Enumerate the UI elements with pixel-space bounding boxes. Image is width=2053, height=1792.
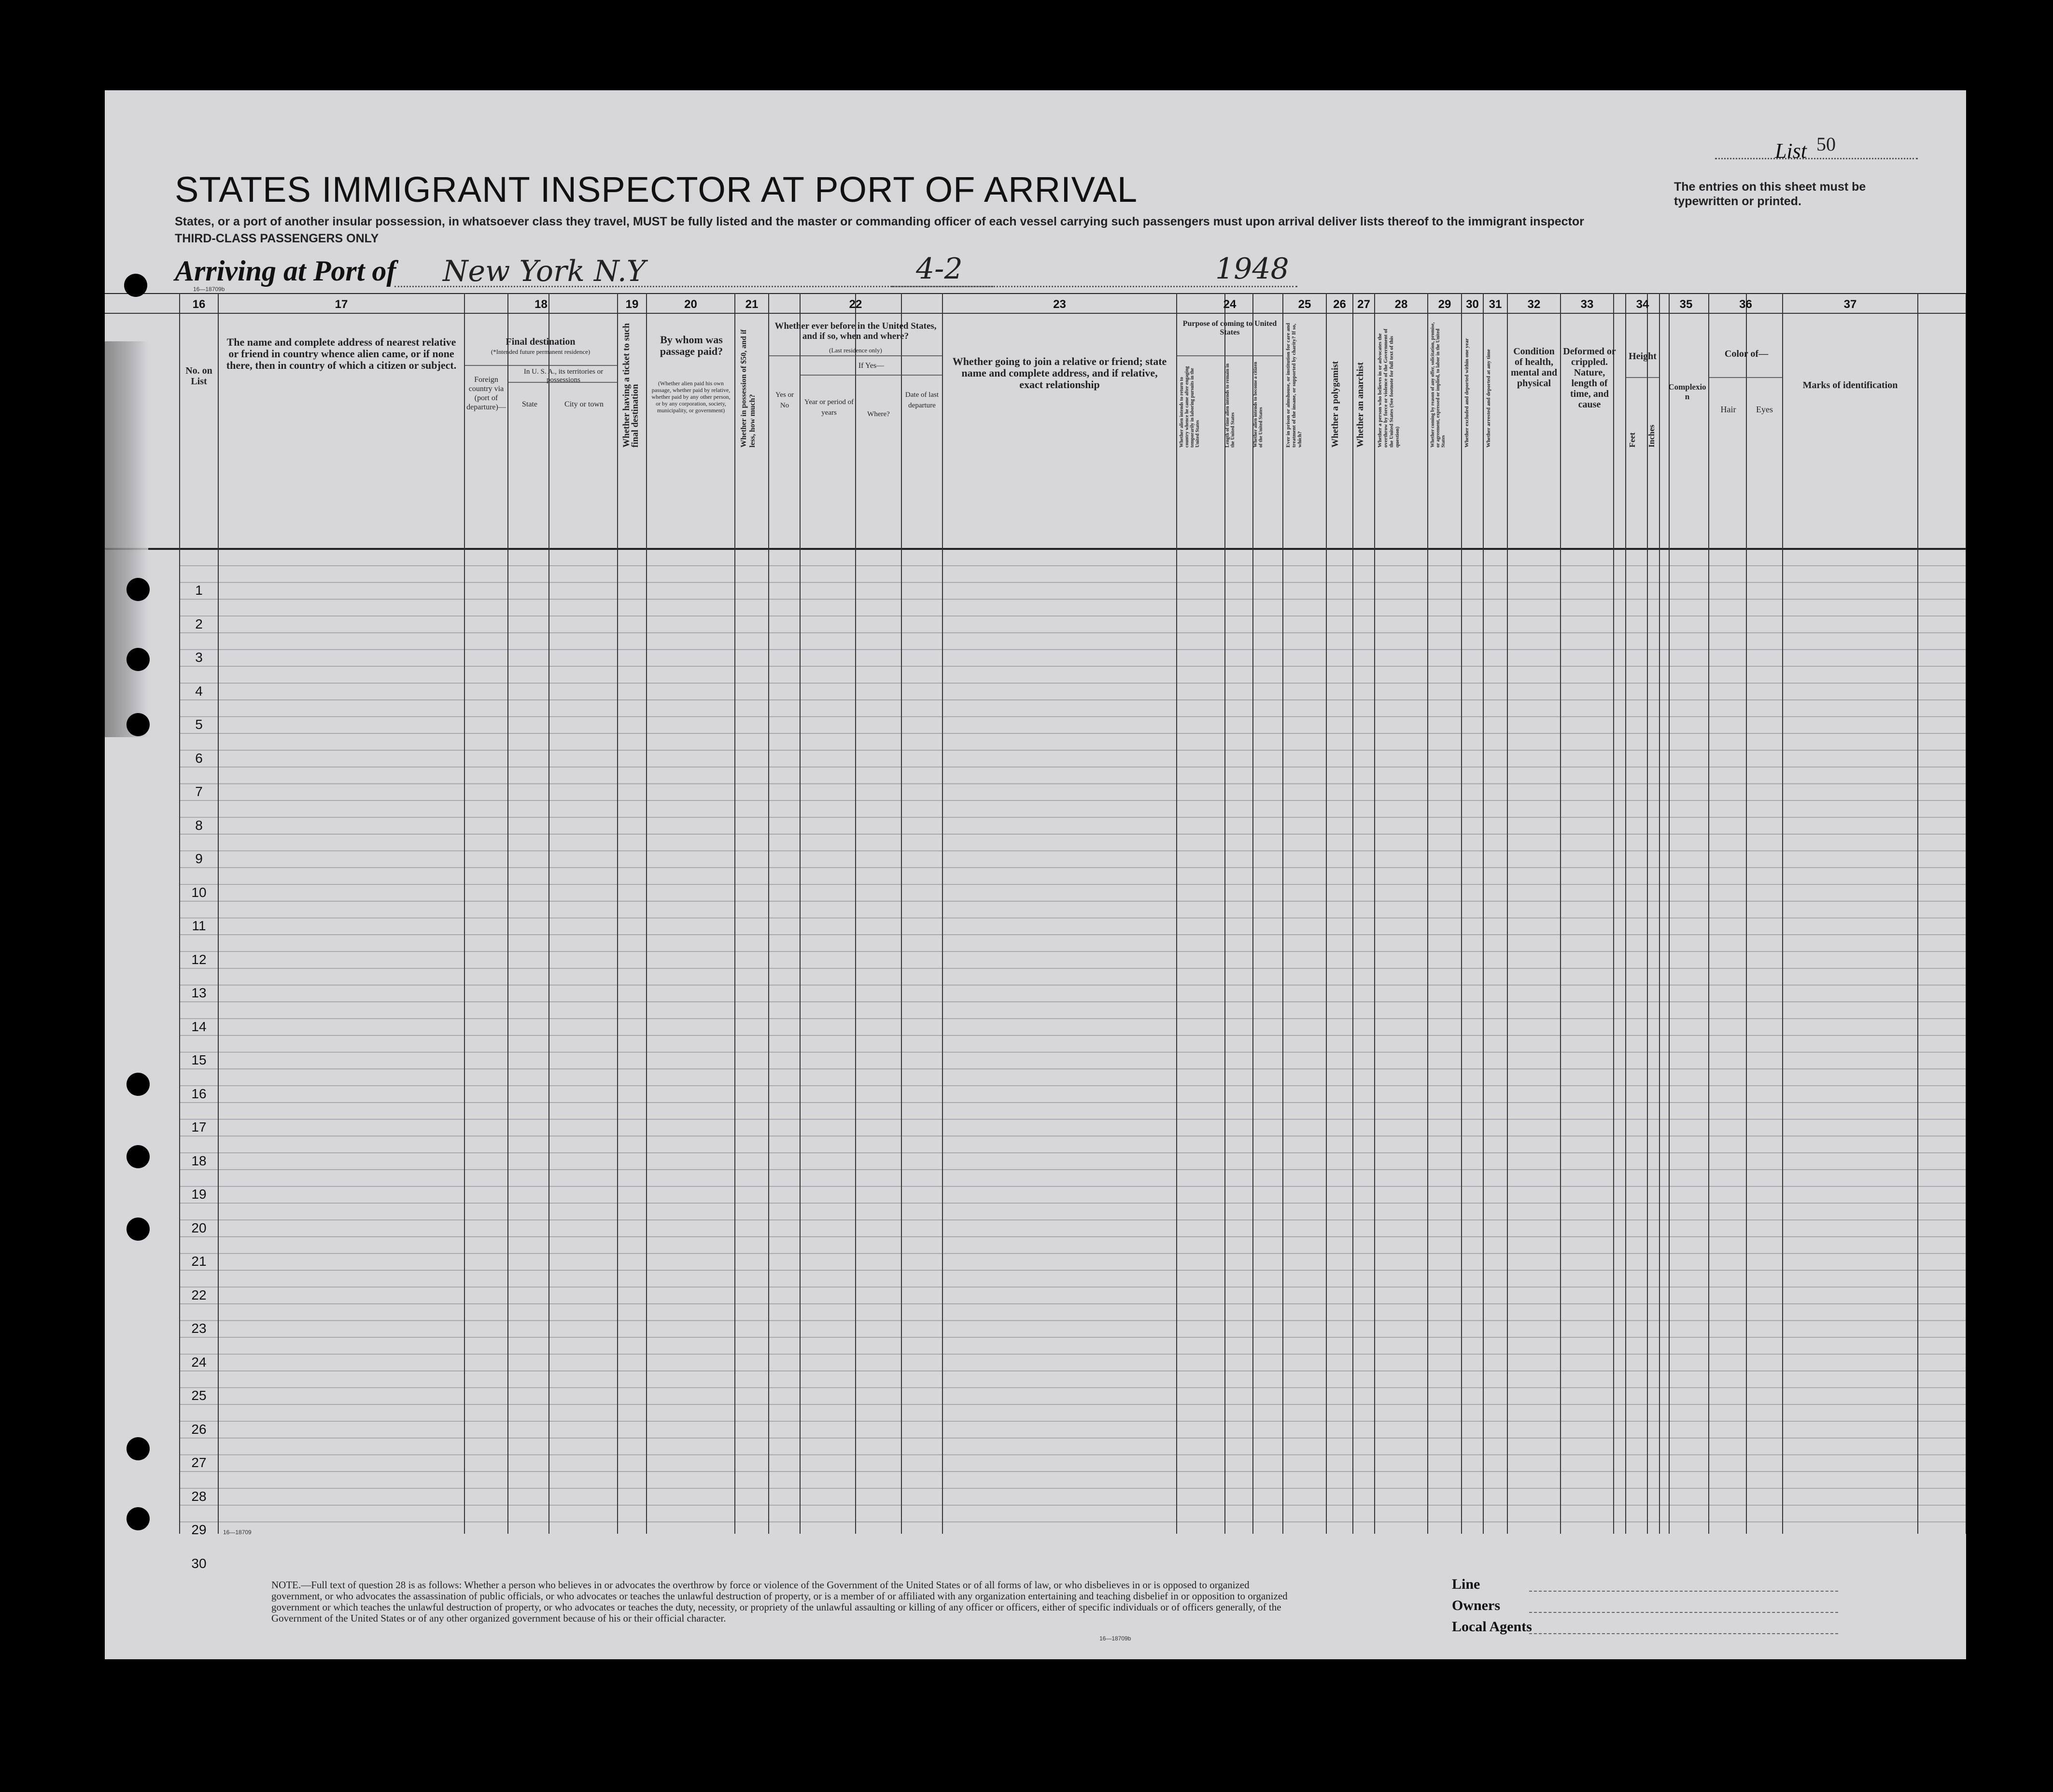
row-number: 17 (191, 1120, 207, 1134)
header-final-destination-sub: (*Intended future permanent residence) (491, 348, 591, 355)
header-passage-paid-sub: (Whether alien paid his own passage, whether paid by relative, whether paid by any other person, or by any corporation, society, municipality, or government) (651, 380, 731, 414)
header-date-last-departure: Date of last departure (905, 391, 939, 409)
row-number: 21 (191, 1254, 207, 1269)
date-handwritten: 4-2 (916, 252, 963, 286)
date-line (892, 286, 1297, 287)
header-complexion: Complexion (1668, 382, 1706, 401)
col-num-37: 37 (1843, 298, 1857, 311)
col-num-28: 28 (1394, 298, 1408, 311)
col-num-34: 34 (1636, 298, 1649, 311)
header-deformed: Deformed or crippled. Nature, length of time, and cause (1563, 346, 1616, 410)
local-agents-label: Local Agents (1452, 1619, 1532, 1635)
row-number: 29 (191, 1522, 207, 1537)
header-purpose-length: Length of time alien intends to remain in the United States (1225, 364, 1236, 448)
header-purpose-return: Whether alien intends to return to country whence he came after engaging temporarily in laboring pursuits in the United States (1179, 366, 1200, 448)
row-number: 16 (191, 1086, 207, 1101)
col-num-30: 30 (1466, 298, 1479, 311)
header-fifty-dollars: Whether in possession of $50, and if less, how much? (740, 329, 757, 448)
header-city: City or town (564, 400, 604, 408)
col-num-29: 29 (1438, 298, 1451, 311)
binder-hole (127, 713, 150, 736)
col-num-22: 22 (849, 298, 862, 311)
header-nearest-relative: The name and complete address of nearest relative or friend in country whence alien came, or if none there, then in country of which a citizen or subject. (226, 336, 457, 371)
header-prison: Ever in prison or almshouse, or institution for care and treatment of the insane, or supported by charity? If so, which? (1285, 322, 1303, 448)
header-where: Where? (867, 410, 890, 418)
row-number: 5 (195, 717, 203, 732)
header-health: Condition of health, mental and physical (1510, 346, 1558, 389)
manifest-table (105, 293, 1966, 1571)
form-code-bottom: 16—18709 (223, 1529, 252, 1536)
line-field (1529, 1591, 1838, 1592)
col-num-21: 21 (745, 298, 759, 311)
header-height: Height (1629, 351, 1657, 362)
row-number: 26 (191, 1421, 207, 1437)
col-num-16: 16 (192, 298, 206, 311)
header-feet: Feet (1628, 432, 1637, 448)
binder-hole (127, 1218, 150, 1241)
row-number: 1 (195, 583, 203, 598)
binder-hole (124, 274, 147, 297)
row-number: 8 (195, 817, 203, 833)
year-handwritten: 1948 (1215, 252, 1289, 286)
row-number: 10 (191, 884, 207, 900)
header-in-usa: In U. S. A., its territories or possessions (523, 368, 604, 384)
header-foreign-country: Foreign country via (port of departure)— (466, 376, 506, 411)
row-number: 14 (191, 1019, 207, 1034)
col-num-17: 17 (335, 298, 348, 311)
header-year-period: Year or period of years (804, 398, 854, 417)
header-inches: Inches (1647, 424, 1656, 448)
typewritten-note: The entries on this sheet must be typewritten or printed. (1674, 180, 1866, 208)
row-number: 3 (195, 650, 203, 665)
water-stain (105, 341, 148, 737)
row-number: 30 (191, 1555, 207, 1571)
col-num-23: 23 (1053, 298, 1066, 311)
header-color-of: Color of— (1724, 349, 1769, 359)
instruction-line: States, or a port of another insular possession, in whatsoever class they travel, MUST be fully listed and the master or commanding officer of each vessel carrying such passengers must upon arrival deliver lists thereof to the immigrant inspector (175, 215, 1584, 228)
form-code-top: 16—18709b (193, 286, 225, 293)
port-handwritten: New York N.Y (443, 254, 646, 288)
binder-hole (127, 648, 150, 671)
header-offer-labor: Whether coming by reason of any offer, solicitation, promise, or agreement, expressed or implied, to labor in the United States (1430, 322, 1446, 448)
arriving-label: Arriving at Port of (175, 255, 396, 287)
header-ticket: Whether having a ticket to such final destination (621, 323, 640, 448)
header-marks: Marks of identification (1802, 380, 1898, 391)
col-num-18: 18 (534, 298, 548, 311)
page-title: STATES IMMIGRANT INSPECTOR AT PORT OF ARRIVAL (175, 169, 1138, 210)
footnote-question-28: NOTE.—Full text of question 28 is as follows: Whether a person who believes in or advocates the overthrow by force or violence of the Government of the United States or of all forms of law, or who disbelieves in or is opposed to organized government, or who advocates the assassination of public officials, or who advocates or teaches the unlawful destruction of property, or is a member of or affiliated with any organization entertaining and teaching disbelief in or opposition to organized government or which teaches the unlawful destruction of property, or who advocates or teaches the duty, necessity, or propriety of the unlawful assaulting or killing of any officer or officers, either of specific individuals or of officers generally, of the Government of the United States or of any other organized government because of his or their official character. (271, 1579, 1288, 1624)
header-arrested: Whether arrested and deported at any time (1486, 349, 1491, 448)
row-number: 19 (191, 1187, 207, 1202)
row-number: 13 (191, 985, 207, 1000)
row-number: 23 (191, 1321, 207, 1336)
binder-hole (127, 1437, 150, 1460)
header-passage-paid: By whom was passage paid? (660, 334, 723, 357)
row-number: 18 (191, 1153, 207, 1168)
row-number: 15 (191, 1052, 207, 1067)
header-no-on-list: No. on List (185, 365, 212, 387)
list-number: 50 (1816, 133, 1836, 155)
header-anarchist: Whether an anarchist (1355, 362, 1365, 448)
header-state: State (522, 400, 537, 408)
col-num-26: 26 (1333, 298, 1346, 311)
row-number: 12 (191, 952, 207, 967)
header-yes-no: Yes or No (775, 391, 794, 409)
header-polygamist: Whether a polygamist (1330, 361, 1340, 448)
list-label: List (1774, 139, 1807, 163)
col-num-24: 24 (1223, 298, 1237, 311)
row-number: 9 (195, 851, 203, 866)
col-num-20: 20 (684, 298, 697, 311)
row-number: 7 (195, 784, 203, 799)
header-join-relative: Whether going to join a relative or friend; state name and complete address, and if relative, exact relationship (952, 355, 1167, 391)
header-overthrow: Whether a person who believes in or advocates the overthrow by force or violence of the Government of the United States (See footnote for full text of this question) (1377, 328, 1400, 448)
header-eyes: Eyes (1756, 405, 1773, 414)
header-purpose-citizen: Whether alien intends to become a citizen of the United States (1253, 362, 1264, 448)
owners-field (1529, 1612, 1838, 1613)
row-number: 4 (195, 683, 203, 699)
col-num-36: 36 (1739, 298, 1752, 311)
col-num-33: 33 (1580, 298, 1594, 311)
header-excluded: Whether excluded and deported within one year (1464, 338, 1470, 448)
row-number: 25 (191, 1388, 207, 1403)
row-number: 2 (195, 616, 203, 631)
binder-hole (127, 578, 150, 601)
col-num-32: 32 (1527, 298, 1541, 311)
row-number: 24 (191, 1354, 207, 1370)
row-number: 28 (191, 1488, 207, 1504)
header-if-yes: If Yes— (858, 362, 885, 370)
header-final-destination: Final destination (506, 336, 576, 347)
col-num-19: 19 (625, 298, 639, 311)
row-number: 11 (192, 918, 206, 933)
row-number: 27 (191, 1455, 207, 1470)
row-number: 22 (191, 1287, 207, 1302)
header-hair: Hair (1720, 405, 1736, 414)
class-label: THIRD-CLASS PASSENGERS ONLY (175, 232, 379, 245)
header-ever-before-sub: (Last residence only) (829, 347, 882, 354)
header-ever-before: Whether ever before in the United States, and if so, when and where? (774, 321, 937, 341)
col-num-35: 35 (1679, 298, 1693, 311)
owners-label: Owners (1452, 1597, 1500, 1613)
table-rules (105, 293, 1966, 1534)
col-num-25: 25 (1298, 298, 1311, 311)
row-number: 20 (191, 1220, 207, 1235)
binder-hole (127, 1507, 150, 1530)
manifest-sheet (105, 90, 1966, 1659)
line-label: Line (1452, 1576, 1480, 1592)
form-code-note: 16—18709b (1099, 1635, 1131, 1642)
header-purpose: Purpose of coming to United States (1182, 320, 1277, 336)
binder-hole (127, 1145, 150, 1168)
local-agents-field (1529, 1633, 1838, 1634)
col-num-31: 31 (1489, 298, 1502, 311)
list-number-line (1715, 158, 1918, 159)
col-num-27: 27 (1357, 298, 1370, 311)
binder-hole (127, 1073, 150, 1096)
row-number: 6 (195, 750, 203, 766)
